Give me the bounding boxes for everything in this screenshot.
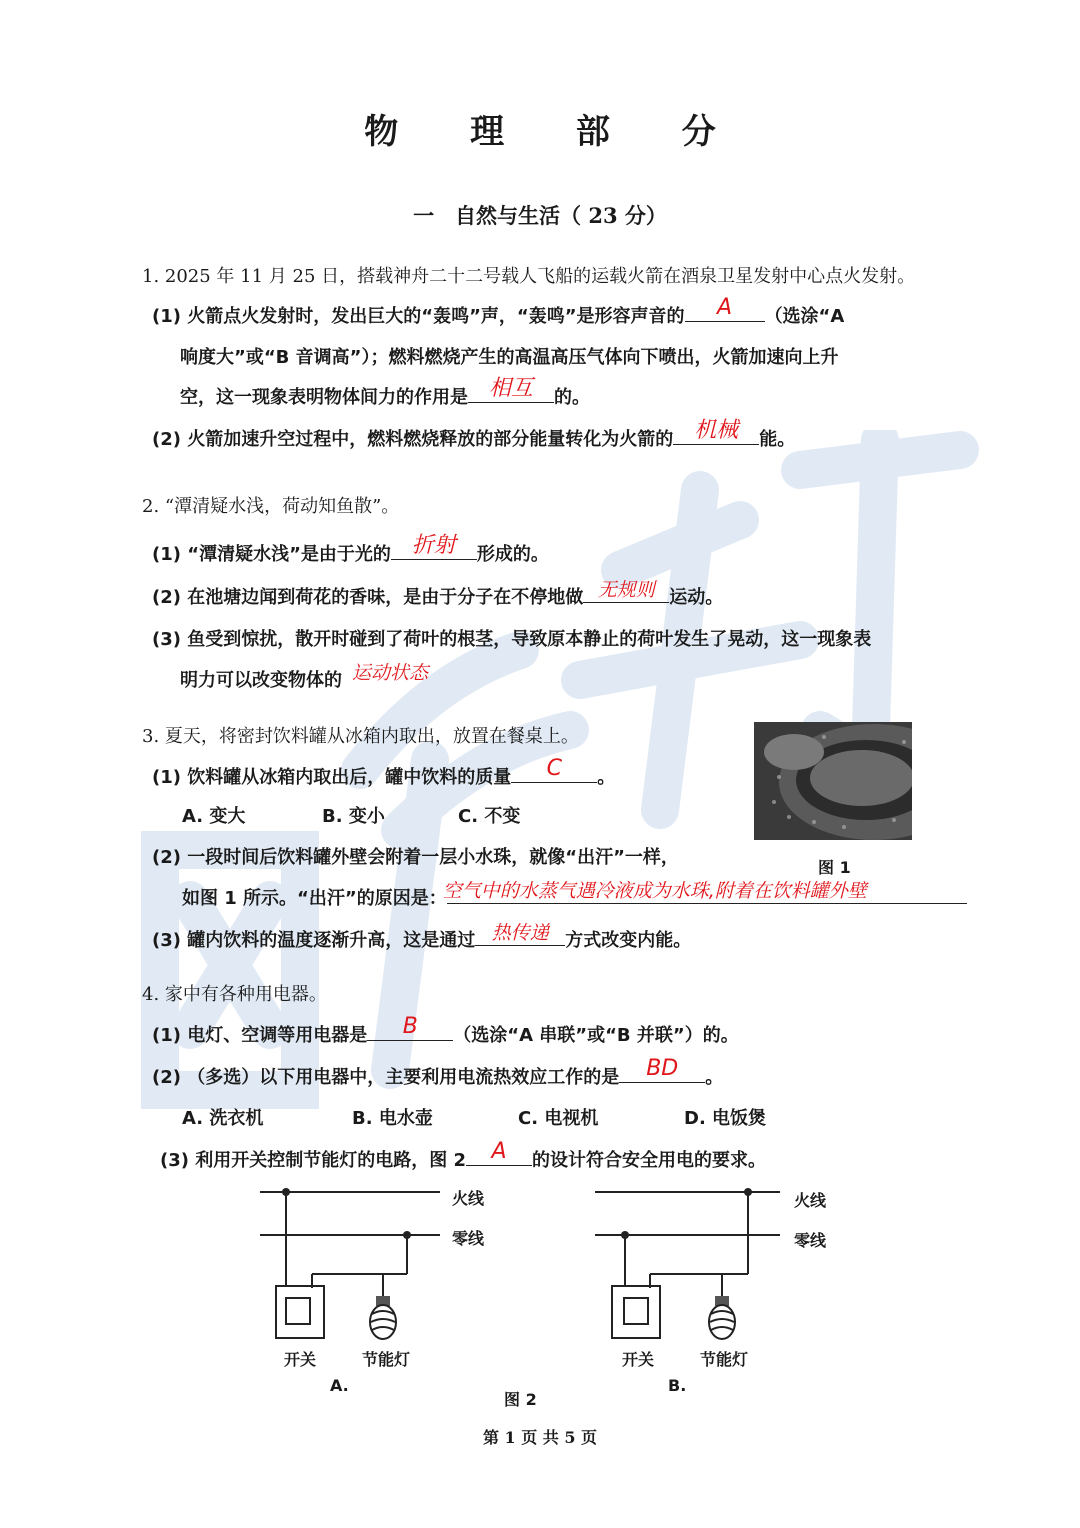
q2-blank-1[interactable]: [391, 533, 477, 560]
q1-part1-line1: [152, 295, 845, 328]
q1-blank-3[interactable]: [673, 418, 759, 445]
fig2-b-lamp-label: 节能灯: [700, 1350, 749, 1369]
page-title: 物 理 部 分: [364, 112, 746, 152]
q4-blank-2[interactable]: [619, 1056, 705, 1083]
q3-blank-3[interactable]: [475, 922, 565, 946]
q3-part1-text-a: (1) 饮料罐从冰箱内取出后，罐中饮料的质量: [152, 767, 512, 788]
q3-answer-1: C: [546, 756, 562, 781]
q3-part1-text-b: 。: [597, 767, 616, 788]
q4-part1-text-a: (1) 电灯、空调等用电器是: [152, 1025, 368, 1046]
q3-blank-1[interactable]: [511, 756, 597, 783]
q1-blank-1[interactable]: [685, 295, 765, 322]
q4-stem: 4. 家中有各种用电器。: [142, 984, 327, 1005]
section-heading: 一 自然与生活（ 23 分）: [413, 203, 667, 228]
q2-part1-text-b: 形成的。: [476, 544, 549, 565]
q4-option-a: A. 洗衣机: [182, 1108, 264, 1129]
lamp-icon-b: [709, 1296, 735, 1339]
figure-1-photo: [754, 722, 912, 840]
q4-answer-1: B: [402, 1014, 418, 1039]
q3-part3-text-b: 方式改变内能。: [565, 930, 692, 951]
figure-1-caption: 图 1: [818, 858, 851, 877]
q4-answer-2: BD: [646, 1056, 679, 1081]
q1-stem: 1. 2025 年 11 月 25 日，搭载神舟二十二号载人飞船的运载火箭在酒泉卫星发射中心点火发射。: [142, 266, 916, 287]
q1-part1-text-b: （选涂“A: [764, 306, 845, 327]
q2-part3-line2: [180, 662, 438, 692]
q3-option-a: A. 变大: [182, 806, 246, 827]
q1-part1-text-c: 响度大”或“B 音调高”）；燃料燃烧产生的高温高压气体向下喷出，火箭加速向上升: [180, 347, 839, 368]
q1-answer-2: 相互: [488, 376, 533, 401]
q3-part3-text-a: (3) 罐内饮料的温度逐渐升高，这是通过: [152, 930, 476, 951]
q4-part1-text-b: （选涂“A 串联”或“B 并联”）的。: [453, 1025, 739, 1046]
q2-answer-3: 运动状态: [351, 662, 428, 684]
q1-part1-text-d: 空，这一现象表明物体间力的作用是: [180, 387, 468, 408]
q2-answer-1: 折射: [411, 533, 456, 558]
page-footer: 第 1 页 共 5 页: [482, 1428, 598, 1447]
q1-part1-text-a: (1) 火箭点火发射时，发出巨大的“轰鸣”声，“轰鸣”是形容声音的: [152, 306, 685, 327]
q1-part2-text-b: 能。: [759, 429, 796, 450]
q2-stem: 2. “潭清疑水浅，荷动知鱼散”。: [142, 496, 400, 517]
q4-answer-3: A: [491, 1139, 507, 1164]
q3-part2-text-b: 如图 1 所示。“出汗”的原因是：: [182, 888, 447, 909]
figure-2-circuits: [250, 1178, 850, 1408]
q2-part2-text-a: (2) 在池塘边闻到荷花的香味，是由于分子在不停地做: [152, 587, 584, 608]
q1-part1-text-e: 的。: [554, 387, 590, 408]
q4-blank-3[interactable]: [466, 1139, 532, 1166]
q4-part3-text-b: 的设计符合安全用电的要求。: [532, 1150, 767, 1171]
q1-blank-2[interactable]: [468, 376, 554, 403]
q4-part3-text-a: (3) 利用开关控制节能灯的电路，图 2: [160, 1150, 467, 1171]
fig2-a-neutral-label: 零线: [452, 1229, 485, 1248]
fig2-a-lamp-label: 节能灯: [362, 1350, 411, 1369]
q2-part1-line: [152, 533, 549, 566]
q3-part2-line2: [182, 880, 967, 910]
figure-2-caption: 图 2: [504, 1390, 537, 1409]
q4-blank-1[interactable]: [367, 1014, 453, 1041]
fig2-b-neutral-label: 零线: [794, 1231, 827, 1250]
q3-option-b: B. 变小: [322, 806, 385, 827]
can-photo-graphic: [754, 722, 912, 840]
q3-answer-3: 热传递: [491, 922, 549, 944]
q1-part2-text-a: (2) 火箭加速升空过程中，燃料燃烧释放的部分能量转化为火箭的: [152, 429, 674, 450]
q4-part2-text-b: 。: [705, 1067, 724, 1088]
q4-option-c: C. 电视机: [518, 1108, 599, 1129]
fig2-b-live-label: 火线: [794, 1191, 827, 1210]
q3-answer-2: 空气中的水蒸气遇冷液成为水珠,附着在饮料罐外壁: [442, 880, 867, 902]
lamp-icon-a: [370, 1296, 396, 1339]
q4-part1-line: [152, 1014, 739, 1047]
q3-part3-line: [152, 922, 692, 952]
q1-answer-1: A: [717, 295, 733, 320]
q4-part3-line: [160, 1139, 767, 1172]
q4-part2-line: [152, 1056, 724, 1089]
q1-part2-line: [152, 418, 796, 451]
q3-part1-line: [152, 756, 616, 789]
q4-option-b: B. 电水壶: [352, 1108, 433, 1129]
q3-stem: 3. 夏天，将密封饮料罐从冰箱内取出，放置在餐桌上。: [142, 726, 579, 747]
q2-answer-2: 无规则: [597, 579, 655, 601]
q3-blank-2[interactable]: [442, 880, 967, 904]
fig2-b-switch-label: 开关: [622, 1350, 655, 1369]
fig2-a-switch-label: 开关: [284, 1350, 317, 1369]
q2-part3-text-a: (3) 鱼受到惊扰，散开时碰到了荷叶的根茎，导致原本静止的荷叶发生了晃动，这一现象表: [152, 629, 872, 650]
fig2-a-live-label: 火线: [452, 1189, 485, 1208]
q2-part1-text-a: (1) “潭清疑水浅”是由于光的: [152, 544, 391, 565]
q4-part2-text-a: (2) （多选）以下用电器中，主要利用电流热效应工作的是: [152, 1067, 620, 1088]
q2-part2-text-b: 运动。: [669, 587, 724, 608]
fig2-a-label: A.: [330, 1376, 349, 1395]
q1-answer-3: 机械: [694, 418, 739, 443]
q2-blank-2[interactable]: [583, 579, 669, 603]
fig2-b-label: B.: [668, 1376, 687, 1395]
q2-part2-line: [152, 579, 724, 609]
q2-part3-text-b: 明力可以改变物体的: [180, 670, 342, 691]
q1-part1-line3: [180, 376, 590, 409]
q3-option-c: C. 不变: [458, 806, 521, 827]
q2-blank-3[interactable]: [342, 662, 438, 686]
q4-option-d: D. 电饭煲: [684, 1108, 767, 1129]
q3-part2-text-a: (2) 一段时间后饮料罐外壁会附着一层小水珠，就像“出汗”一样，: [152, 847, 679, 868]
